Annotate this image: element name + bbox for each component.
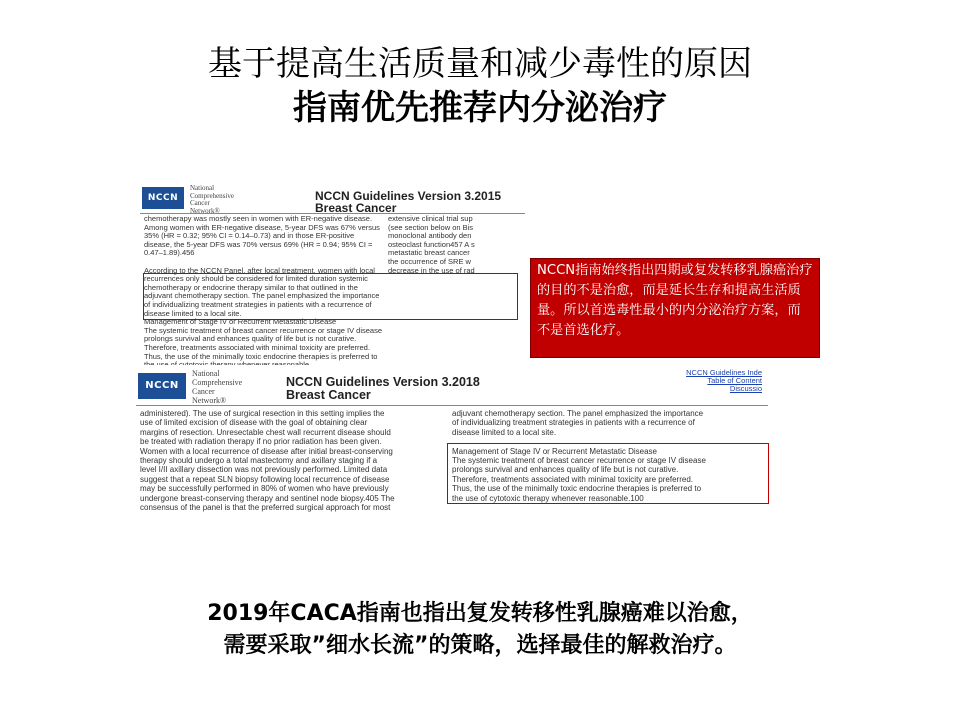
nccn-2015-right-column: extensive clinical trial sup (see section below on Bis monoclonal antibody den osteoclast function457 A s metastatic breast cancer the occurrence of SRE w decrease in the use of rad <box>388 214 475 275</box>
nccn-org-name: National Comprehensive Cancer Network® <box>190 184 234 215</box>
nccn-nav-links[interactable]: NCCN Guidelines Inde Table of Content Discussio <box>686 368 762 393</box>
highlight-box-2015 <box>143 273 518 320</box>
conclusion-line1: 2019年CACA指南也指出复发转移性乳腺癌难以治愈， <box>207 601 753 626</box>
nccn-org-name: National Comprehensive Cancer Network® <box>192 369 243 405</box>
nccn-logo: NCCN <box>138 373 186 399</box>
conclusion-line2: 需要采取”细水长流”的策略，选择最佳的解救治疗。 <box>223 633 737 658</box>
conclusion-text <box>0 598 960 662</box>
nccn-2018-header <box>136 365 768 406</box>
nccn-2018-right-column: adjuvant chemotherapy section. The panel emphasized the importance of individualizing treatment strategies in patients with a recurrence of disease limited to a local site. Management of Stage IV or Recurrent Metastatic Disease The systemic treatment of breast cancer recurrence or stage IV disease prolongs survival and enhances quality of life but is not curative. Therefore, treatments associated with minimal toxicity are preferred. Thus, the use of the minimally toxic endocrine therapies is preferred to the use of cytotoxic therapy whenever reasonable.100 <box>452 409 706 503</box>
nccn-2018-left-column: administered). The use of surgical resection in this setting implies the use of limited excision of disease with the goal of obtaining clear margins of resection. Unresectable chest wall recurrent disease should be treated with radiation therapy if no prior radiation has been given. Women with a local recurrence of disease after initial breast-conserving therapy should undergo a total mastectomy and axillary staging if a level I/II axillary dissection was not previously performed. Limited data suggest that a repeat SLN biopsy following local recurrence of disease may be successfully performed in 80% of women who have previously undergone breast-conserving therapy and sentinel node biopsy.405 The consensus of the panel is that the preferred surgical approach for most <box>140 409 395 513</box>
nccn-2015-left-column: chemotherapy was mostly seen in women with ER-negative disease. Among women with ER-negative disease, 5-year DFS was 67% versus 35% (HR = 0.32; 95% CI = 0.14–0.73) and in those ER-positive disease, the 5-year DFS was 70% versus 69% (HR = 0.94; 95% CI = 0.47–1.89).456 According to the NCCN Panel, after local treatment, women with local recurrences only should be considered for limited duration systemic chemotherapy or endocrine therapy similar to that outlined in the adjuvant chemotherapy section. The panel emphasized the importance of individualizing treatment strategies in patients with a recurrence of disease limited to a local site. Management of Stage IV or Recurrent Metastatic Disease The systemic treatment of breast cancer recurrence or stage IV disease prolongs survival and enhances quality of life but is not curative. Therefore, treatments associated with minimal toxicity are preferred. Thus, the use of the minimally toxic endocrine therapies is preferred to <box>144 214 383 361</box>
callout-note: NCCN指南始终指出四期或复发转移乳腺癌治疗的目的不是治愈，而是延长生存和提高生活质量。所以首选毒性最小的内分泌治疗方案，而不是首选化疗。 <box>530 258 820 358</box>
highlight-box-2018 <box>447 443 769 504</box>
nccn-logo: NCCN <box>142 187 184 209</box>
slide-title-line1: 基于提高生活质量和减少毒性的原因 <box>208 44 752 84</box>
nccn-2015-header <box>140 183 525 214</box>
nccn-2018-guideline-title: NCCN Guidelines Version 3.2018 Breast Cancer <box>286 375 480 402</box>
slide-title-line2: 指南优先推荐内分泌治疗 <box>293 88 667 128</box>
nccn-2015-guideline-title: NCCN Guidelines Version 3.2015 Breast Cancer <box>315 189 502 215</box>
